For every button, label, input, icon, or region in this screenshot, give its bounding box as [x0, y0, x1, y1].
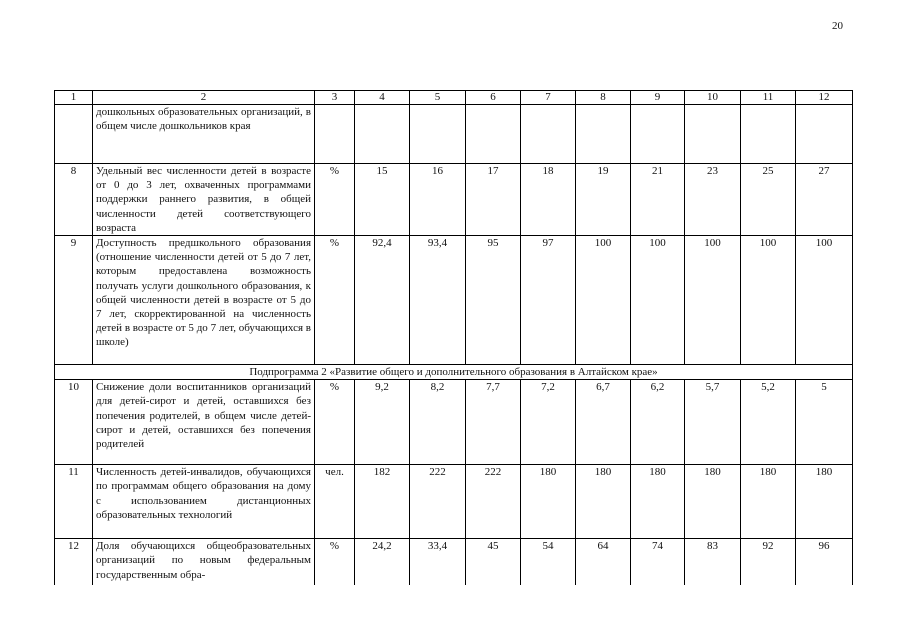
value-cell: 54	[521, 539, 576, 586]
unit-cell: %	[315, 236, 355, 365]
unit-cell	[315, 105, 355, 164]
value-cell: 24,2	[355, 539, 410, 586]
value-cell: 182	[355, 465, 410, 539]
value-cell: 222	[466, 465, 521, 539]
value-cell: 9,2	[355, 380, 410, 465]
indicator-name: Численность детей-инвалидов, обучающихся по программам общего образования на дому с использованием дистанционных образовательных технологий	[93, 465, 315, 539]
value-cell: 23	[685, 164, 741, 236]
value-cell	[521, 105, 576, 164]
value-cell: 180	[685, 465, 741, 539]
indicator-name: дошкольных образовательных организаций, в общем числе дошкольников края	[93, 105, 315, 164]
value-cell: 5,2	[741, 380, 796, 465]
value-cell: 16	[410, 164, 466, 236]
table-row	[55, 236, 853, 365]
value-cell: 100	[741, 236, 796, 365]
column-header: 10	[685, 91, 741, 105]
value-cell: 100	[576, 236, 631, 365]
value-cell: 100	[685, 236, 741, 365]
value-cell	[685, 105, 741, 164]
value-cell: 100	[631, 236, 685, 365]
table-row	[55, 539, 853, 586]
unit-cell: %	[315, 164, 355, 236]
column-header: 3	[315, 91, 355, 105]
column-header: 1	[55, 91, 93, 105]
value-cell: 27	[796, 164, 853, 236]
value-cell: 100	[796, 236, 853, 365]
table-row	[55, 465, 853, 539]
value-cell: 15	[355, 164, 410, 236]
value-cell: 6,2	[631, 380, 685, 465]
value-cell	[631, 105, 685, 164]
value-cell: 6,7	[576, 380, 631, 465]
row-number: 12	[55, 539, 93, 586]
value-cell: 96	[796, 539, 853, 586]
value-cell: 180	[521, 465, 576, 539]
indicator-name: Доступность предшкольного образования (отношение численности детей от 5 до 7 лет, которым предоставлена возможность получать услуги дошкольного образования, к общей численности детей в возрасте от 5 до 7 лет, скорректированной на численность детей в возрасте от 5 до 7 лет, обучающихся в школе)	[93, 236, 315, 365]
value-cell: 45	[466, 539, 521, 586]
value-cell	[355, 105, 410, 164]
value-cell: 92,4	[355, 236, 410, 365]
table-row	[55, 380, 853, 465]
value-cell	[410, 105, 466, 164]
column-header: 12	[796, 91, 853, 105]
subprogram-title: Подпрограмма 2 «Развитие общего и дополнительного образования в Алтайском крае»	[55, 365, 853, 380]
subprogram-row	[55, 365, 853, 380]
value-cell: 97	[521, 236, 576, 365]
value-cell: 93,4	[410, 236, 466, 365]
row-number	[55, 105, 93, 164]
row-number: 9	[55, 236, 93, 365]
value-cell: 8,2	[410, 380, 466, 465]
value-cell	[466, 105, 521, 164]
row-number: 10	[55, 380, 93, 465]
value-cell: 7,7	[466, 380, 521, 465]
value-cell: 5	[796, 380, 853, 465]
value-cell: 95	[466, 236, 521, 365]
value-cell: 74	[631, 539, 685, 586]
table-row	[55, 105, 853, 164]
column-header: 4	[355, 91, 410, 105]
value-cell	[796, 105, 853, 164]
value-cell	[576, 105, 631, 164]
value-cell	[741, 105, 796, 164]
column-header: 6	[466, 91, 521, 105]
value-cell: 180	[741, 465, 796, 539]
value-cell: 180	[796, 465, 853, 539]
unit-cell: чел.	[315, 465, 355, 539]
value-cell: 25	[741, 164, 796, 236]
value-cell: 33,4	[410, 539, 466, 586]
column-header: 8	[576, 91, 631, 105]
indicator-name: Удельный вес численности детей в возрасте от 0 до 3 лет, охваченных программами поддержки раннего развития, в общей численности детей соответствующего возраста	[93, 164, 315, 236]
indicators-table	[54, 90, 853, 585]
column-header: 5	[410, 91, 466, 105]
indicator-name: Снижение доли воспитанников организаций для детей-сирот и детей, оставшихся без попечения родителей, в общем числе детей-сирот и детей, оставшихся без попечения родителей	[93, 380, 315, 465]
value-cell: 222	[410, 465, 466, 539]
value-cell: 21	[631, 164, 685, 236]
page-number: 20	[832, 20, 843, 32]
column-header: 2	[93, 91, 315, 105]
indicator-name: Доля обучающихся общеобразовательных организаций по новым федеральным государственным обра-	[93, 539, 315, 586]
table-header-row	[55, 91, 853, 105]
value-cell: 19	[576, 164, 631, 236]
unit-cell: %	[315, 539, 355, 586]
value-cell: 5,7	[685, 380, 741, 465]
table-row	[55, 164, 853, 236]
value-cell: 7,2	[521, 380, 576, 465]
value-cell: 180	[631, 465, 685, 539]
column-header: 9	[631, 91, 685, 105]
unit-cell: %	[315, 380, 355, 465]
value-cell: 83	[685, 539, 741, 586]
value-cell: 64	[576, 539, 631, 586]
row-number: 11	[55, 465, 93, 539]
value-cell: 92	[741, 539, 796, 586]
value-cell: 17	[466, 164, 521, 236]
column-header: 11	[741, 91, 796, 105]
value-cell: 18	[521, 164, 576, 236]
row-number: 8	[55, 164, 93, 236]
column-header: 7	[521, 91, 576, 105]
value-cell: 180	[576, 465, 631, 539]
